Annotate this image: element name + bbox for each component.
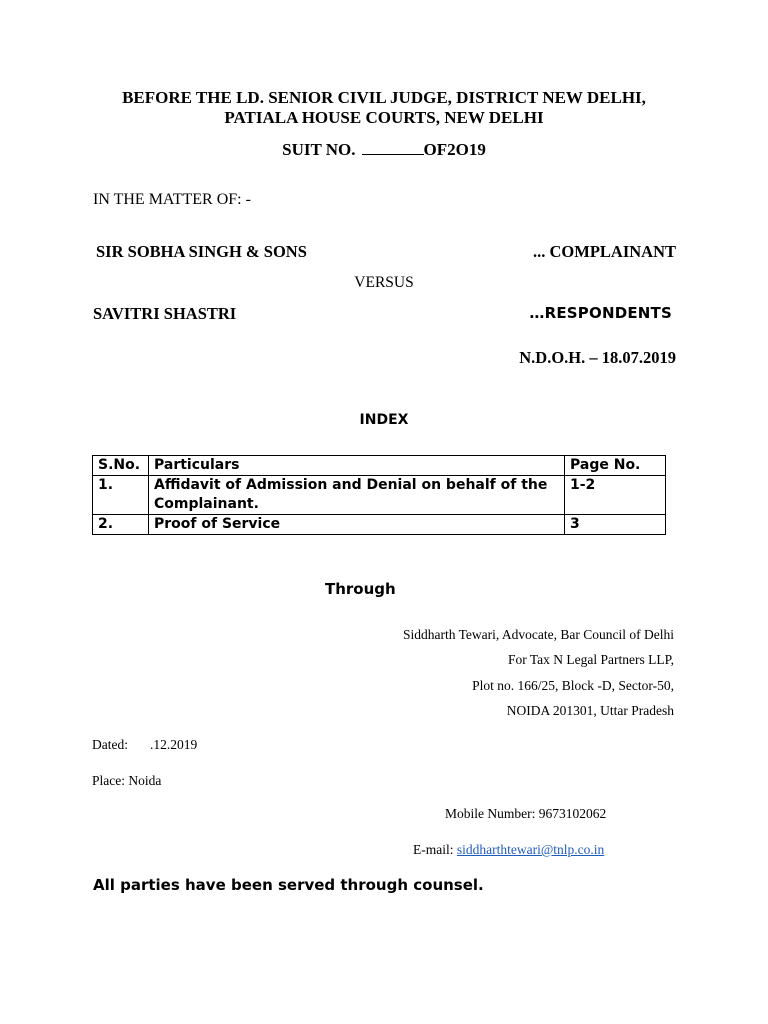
- index-table: [92, 455, 666, 535]
- mobile-number: Mobile Number: 9673102062: [445, 806, 607, 821]
- dated-label: Dated:: [92, 737, 128, 752]
- complainant-role: ... COMPLAINANT: [533, 242, 676, 261]
- row-particulars: Affidavit of Admission and Denial on behalf of the Complainant.: [149, 476, 565, 515]
- header-page-no: Page No.: [565, 456, 666, 476]
- row-sno: 2.: [93, 515, 149, 535]
- place-line: Place: Noida: [92, 773, 162, 788]
- advocate-name-line: Siddharth Tewari, Advocate, Bar Council of Delhi: [403, 627, 674, 642]
- row-page-no: 1-2: [565, 476, 666, 515]
- email-label: E-mail:: [413, 842, 454, 857]
- court-heading-line-2: PATIALA HOUSE COURTS, NEW DELHI: [224, 108, 544, 127]
- firm-line: For Tax N Legal Partners LLP,: [507, 652, 674, 667]
- index-title: INDEX: [359, 412, 409, 428]
- suit-number-prefix: SUIT NO.: [282, 140, 356, 159]
- service-note: All parties have been served through counsel.: [93, 876, 484, 894]
- address-line-2: NOIDA 201301, Uttar Pradesh: [506, 703, 674, 718]
- table-header-row: [93, 456, 666, 476]
- suit-number: [0, 140, 768, 160]
- email-line: [413, 842, 604, 858]
- dated-value: .12.2019: [150, 737, 198, 752]
- table-row: [93, 476, 666, 515]
- matter-label: IN THE MATTER OF: -: [93, 191, 251, 208]
- header-sno: S.No.: [93, 456, 149, 476]
- dated-line: [92, 737, 197, 753]
- email-link[interactable]: siddharthtewari@tnlp.co.in: [456, 842, 605, 857]
- next-date-of-hearing: N.D.O.H. – 18.07.2019: [519, 348, 676, 367]
- suit-number-blank: [362, 140, 424, 155]
- versus-label: VERSUS: [354, 274, 414, 291]
- table-row: [93, 515, 666, 535]
- address-line-1: Plot no. 166/25, Block -D, Sector-50,: [472, 678, 674, 693]
- respondent-name: SAVITRI SHASTRI: [93, 304, 237, 323]
- respondent-role: …RESPONDENTS: [529, 304, 672, 322]
- court-heading: [0, 88, 768, 128]
- court-heading-line-1: BEFORE THE LD. SENIOR CIVIL JUDGE, DISTRICT NEW DELHI,: [122, 88, 646, 107]
- header-particulars: Particulars: [149, 456, 565, 476]
- suit-number-suffix: OF2O19: [423, 140, 486, 159]
- row-sno: 1.: [93, 476, 149, 515]
- row-page-no: 3: [565, 515, 666, 535]
- complainant-name: SIR SOBHA SINGH & SONS: [96, 242, 307, 261]
- through-label: Through: [325, 580, 396, 598]
- row-particulars: Proof of Service: [149, 515, 565, 535]
